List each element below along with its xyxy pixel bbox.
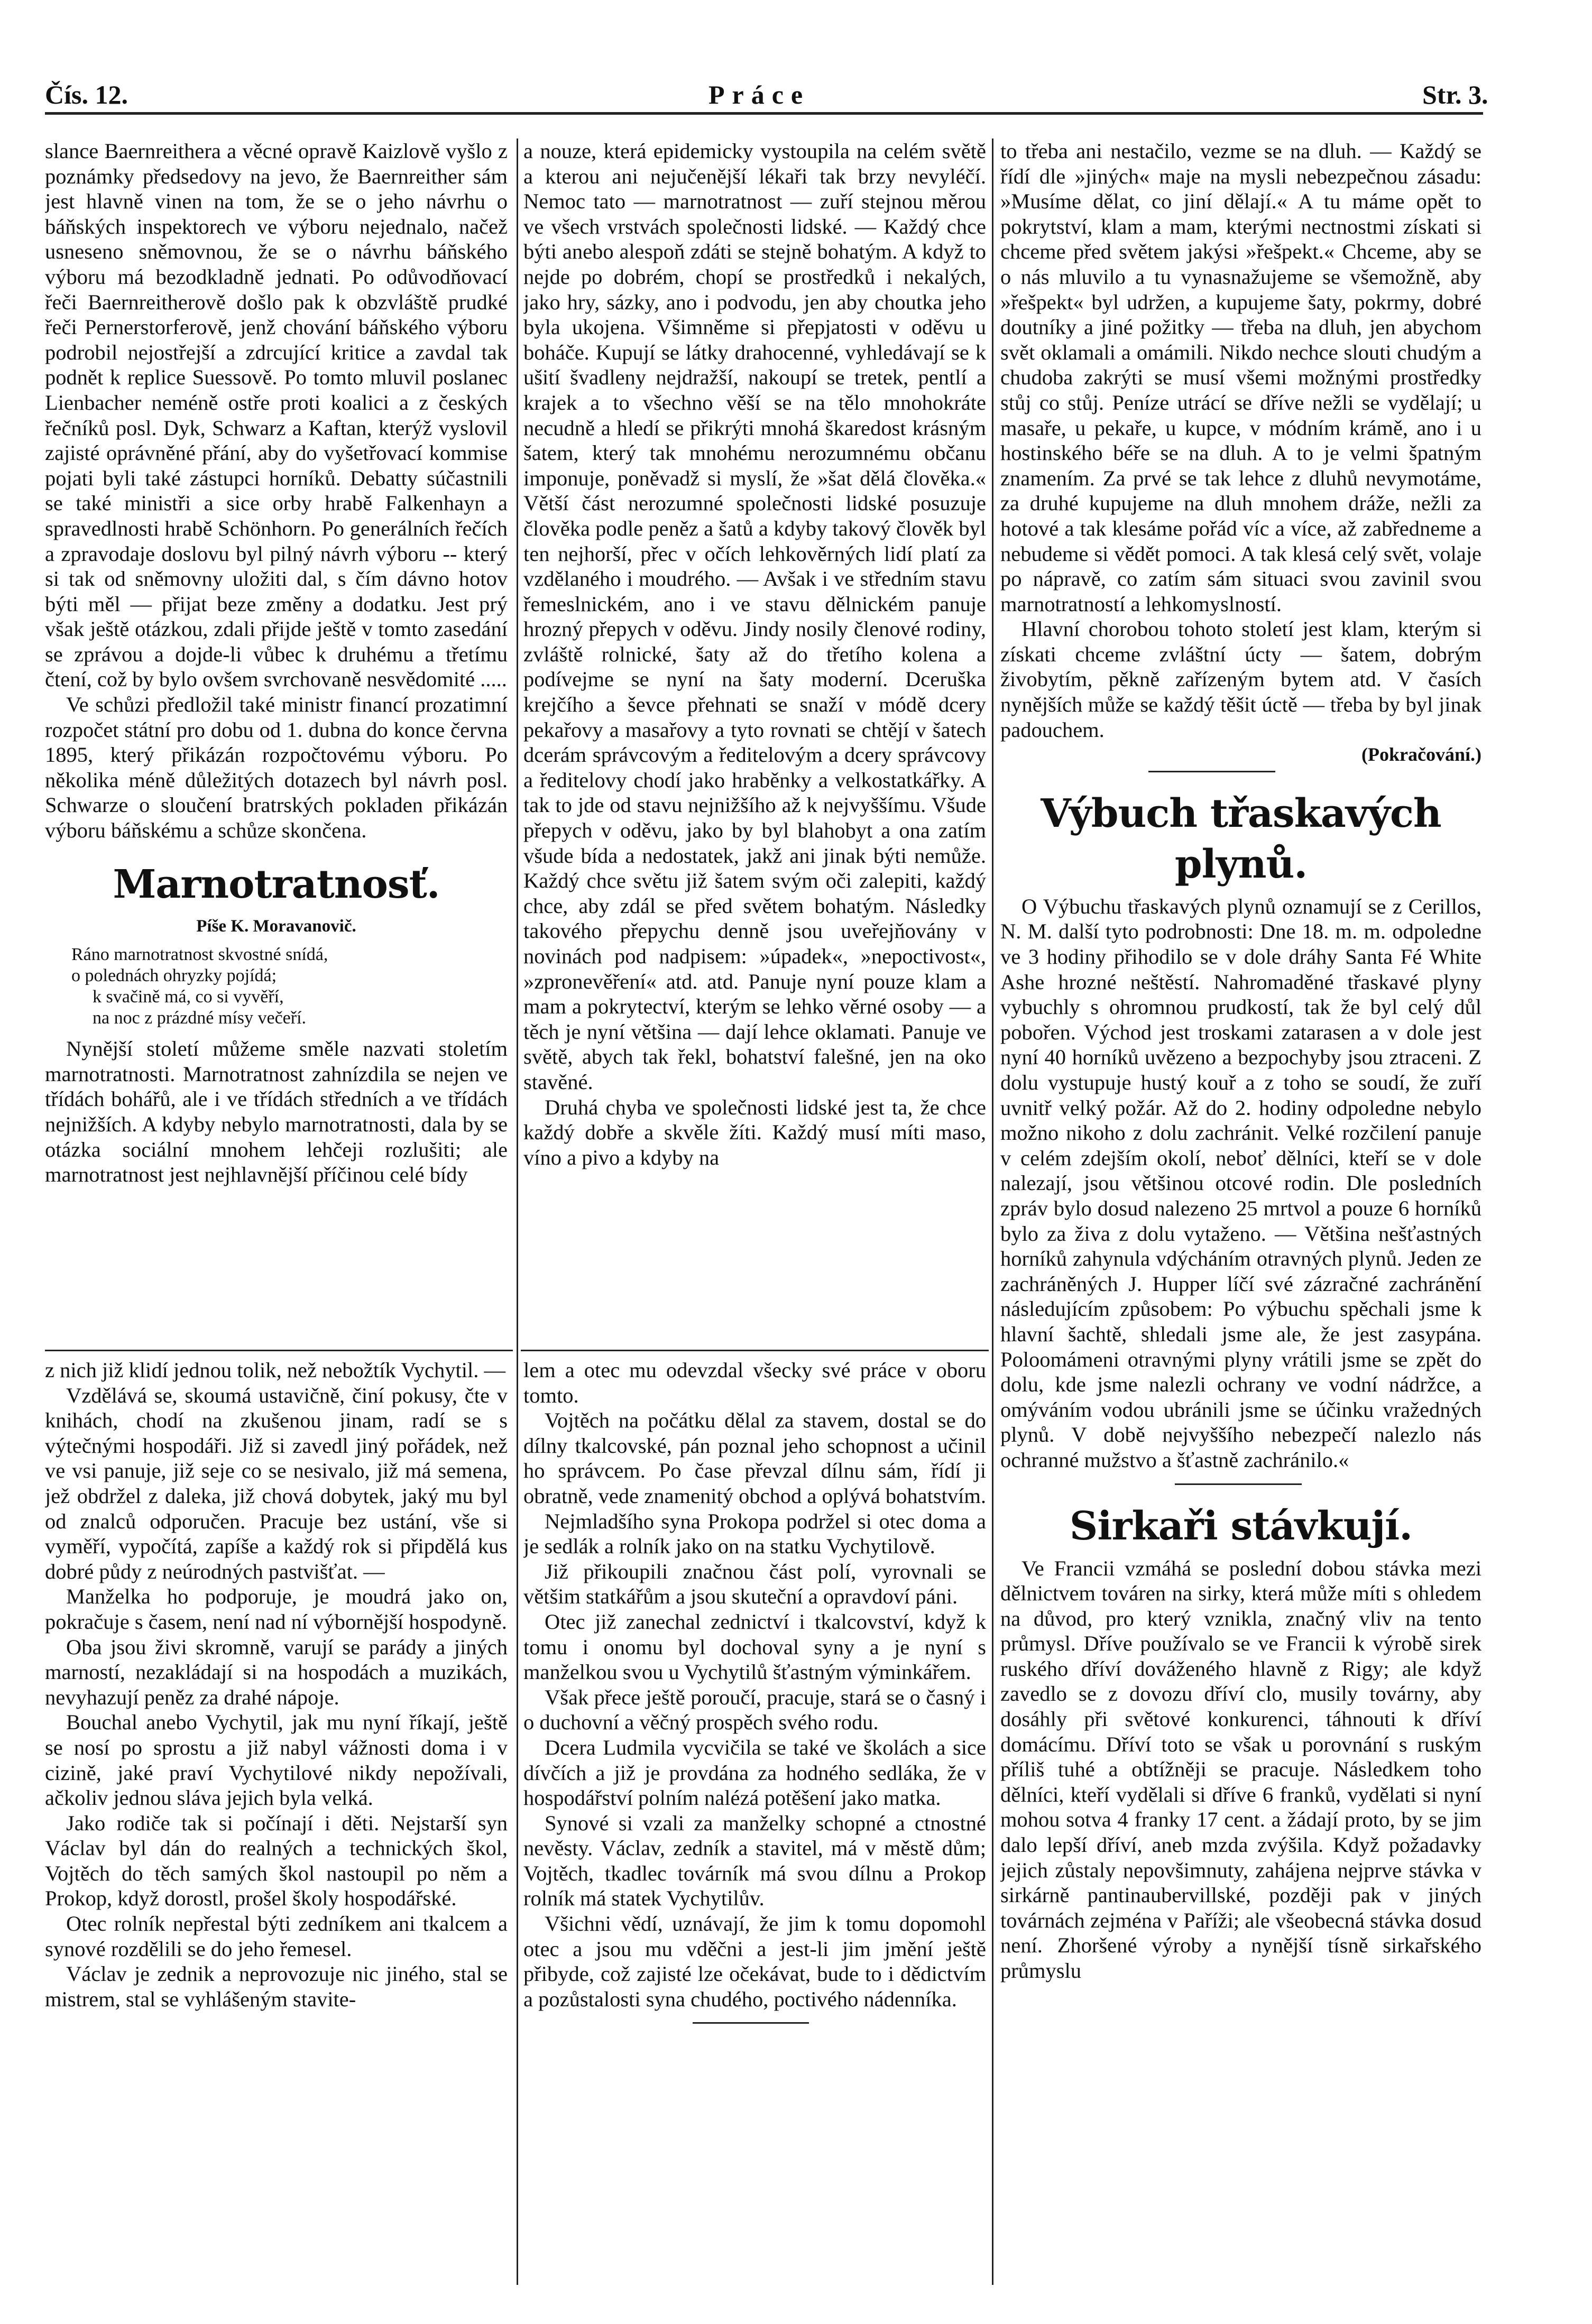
poem-line: o polednách ohryzky pojídá; bbox=[71, 966, 277, 986]
article-paragraph: a nouze, která epidemicky vystoupila na celém světě a kterou ani nejučenější lékaři tak brzy nevyléčí. Nemoc tato — marnotratnost — zuří stejnou měrou ve všech vrstvách společnosti lidské. — Každý chce býti anebo alespoň zdáti se stejně bohatým. A když to nejde po dobrém, chopí se prostředků i nekalých, jako hry, sázky, ano i podvodu, jen aby choutka jeho byla ukojena. Všimněme si přepjatosti v oděvu u boháče. Kupují se látky drahocenné, vyhledávají se k ušití švadleny nejdražší, nakoupí se tretek, pentlí a krajek a to všechno věší se na tělo mnohokráte necudně a hledí se přikrýti mnohá škaredost krásným šatem, který tak mnohému nerozumnému občanu imponuje, poněvadž si myslí, že »šat dělá člověka.« Větší část nerozumné společnosti lidské posuzuje člověka podle peněz a šatů a kdyby takový člověk byl ten nejhorší, přec v očích lehkověrných lidí platí za vzdělaného i moudrého. — Avšak i ve středním stavu řemeslnickém, ano i ve stavu dělnickém panuje hrozný přepych v oděvu. Jindy nosily členové rodiny, zvláště rolnické, šaty až do třetího kolena a podívejme se nyní na šaty moderní. Dceruška krejčího a ševce přehnati se snaží v módě dcery pekařovy a masařovy a tyto rovnati se chtějí v šatech dcerám správcovým a ředitelovým a dcery správcovy a ředitelovy chodí jako hraběnky a velkostatkářky. A tak to jde od stavu nejnižšího až k nejvyššímu. Všude přepych v oděvu, jako by byl blahobyt a ona zatím všude bída a nedostatek, jakž ani jinak býti nemůže. Každý chce světu již šatem svým oči zalepiti, každý chce, aby zdál se před světem bohatým. Následky takového přepychu denně jsou uveřejňovány v novinách pod nadpisem: »úpadek«, »nepoctivost«, »zpronevěření« atd. atd. Panuje nyní pouze klam a mam a pokrytectví, kterým se lehko věrné osoby — a těch je nyní většina — dají lehce oklamati. Panuje ve světě, abych tak řekl, bohatství falešné, jen na oko stavěné. bbox=[523, 139, 986, 1094]
article-paragraph: slance Baernreithera a věcné opravě Kaizlově vyšlo z poznámky předsedovy na jevo, že Baernreither sám jest hlavně vinen na tom, že se o jeho návrhu o báňských inspektorech ve výboru nejednalo, načež usneseno sněmovnou, že se o návrhu báňského výboru má bezodkladně jednati. Po odůvodňovací řeči Baernreitherově došlo pak k obzvláště prudké řeči Pernerstorferově, jenž chování báňského výboru podrobil nejostřejší a zdrcující kritice a zavdal tak podnět k replice Suessově. Po tomto mluvil poslanec Lienbacher neméně ostře proti koalici a z českých řečníků posl. Dyk, Schwarz a Kaftan, kterýž vyslovil zajisté oprávněné přání, aby do vyšetřovací kommise pojati byli také zástupci horníků. Debatty súčastnili se také ministři a sice orby hrabě Falkenhayn a spravedlnosti hrabě Schönhorn. Po generálních řečích a zpravodaje doslovu byl pilný návrh výboru -- který si tak od sněmovny uložiti dal, s čím dávno hotov býti měl — přijat beze změny a dodatku. Jest prý však ještě otázkou, zdali přijde ještě v tomto zasedání se zprávou a dojde-li vůbec k druhému a třetímu čtení, což by bylo ovšem svrchovaně nesvědomité ..... bbox=[45, 139, 508, 691]
story-paragraph: Již přikoupili značnou část polí, vyrovnali se většim statkářům a jsou skuteční a opravdoví páni. bbox=[523, 1559, 986, 1609]
article-paragraph: Ve schůzi předložil také ministr financí prozatimní rozpočet státní pro dobu od 1. dubna do konce června 1895, který přikázán rozpočtovému výboru. Po několika méně důležitých dotazech byl návrh posl. Schwarze o sloučení bratrských pokladen přikázán výboru báňskému a schůze skončena. bbox=[45, 693, 508, 843]
story-paragraph: z nich již klidí jednou tolik, než nebožtík Vychytil. — bbox=[45, 1358, 505, 1382]
story-paragraph: lem a otec mu odevzdal všecky své práce v oboru tomto. bbox=[523, 1358, 986, 1407]
article-title-vybuch: Výbuch třaskavých plynů. bbox=[1041, 790, 1441, 887]
story-paragraph: Bouchal anebo Vychytil, jak mu nyní říkají, ještě se nosí po sprostu a již nabyl vážnosti doma i v cizině, jaké praví Vychytilové nikdy nepožívali, ačkoliv jednou sláva jejich byla velká. bbox=[45, 1710, 508, 1810]
story-paragraph: Však přece ještě poroučí, pracuje, stará se o časný i o duchovní a věčný prospěch svého rodu. bbox=[523, 1685, 986, 1735]
column-rule bbox=[517, 139, 518, 2285]
story-paragraph: Vojtěch na počátku dělal za stavem, dostal se do dílny tkalcovské, pán poznal jeho schopnost a učinil ho správcem. Po čase převzal dílnu sám, řídí ji obratně, vede znamenitý obchod a oplývá bohatstvím. bbox=[523, 1408, 986, 1508]
article-paragraph: Nynější století můžeme směle nazvati stoletím marnotratnosti. Marnotratnost zahnízdila se nejen ve třídách bohářů, ale i ve třídách středních a ve třídách nejnižších. A kdyby nebylo marnotratnosti, dala by se otázka sociální mnohem lehčeji rozlušiti; ale marnotratnost jest nejhlavnější příčinou celé bídy bbox=[45, 1037, 508, 1187]
story-paragraph: Jako rodiče tak si počínají i děti. Nejstarší syn Václav byl dán do realných a technických škol, Vojtěch do těch samých škol nastoupil po něm a Prokop, když dorostl, prošel školy hospodářské. bbox=[45, 1811, 508, 1911]
continuation-note: (Pokračování.) bbox=[1361, 744, 1481, 766]
article-paragraph: Hlavní chorobou tohoto století jest klam, kterým si získati chceme zvláštní úcty — šatem, dobrým živobytím, pěkně zařízeným bytem atd. V časích nynějších může se každý těšit úctě — třeba by byl jinak padouchem. bbox=[1000, 617, 1481, 742]
story-paragraph: Synové si vzali za manželky schopné a ctnostné nevěsty. Václav, zedník a stavitel, má v městě dům; Vojtěch, tkadlec továrník má svou dílnu a Prokop rolník má statek Vychytilův. bbox=[523, 1811, 986, 1911]
article-title-marnotratnost: Marnotratnosť. bbox=[113, 861, 440, 907]
story-paragraph: Otec rolník nepřestal býti zedníkem ani tkalcem a synové rozdělili se do jeho řemesel. bbox=[45, 1912, 508, 1961]
column-1-lower bbox=[45, 1358, 508, 2285]
article-title-sirkari: Sirkaři stávkují. bbox=[1069, 1503, 1413, 1549]
column-2-lower bbox=[523, 1358, 986, 2285]
story-paragraph: Vzdělává se, skoumá ustavičně, činí pokusy, čte v knihách, chodí na zkušenou jinam, radí se s výtečnými hospodáři. Již si zavedl jiný pořádek, než ve vsi panuje, již seje co se nesivalo, již má semena, jež obdržel z daleka, již chová dobytek, jaký mu byl od znalců odporučen. Pracuje bez ustání, vše si vyměří, vypočítá, zapíše a každý rok si připdělá kus dobré půdy z neúrodných pastvišťat. — bbox=[45, 1383, 508, 1583]
story-paragraph: Otec již zanechal zednictví i tkalcovství, když k tomu i onomu byl dochoval syny a je nyní s manželkou svou u Vychytilů šťastným výminkářem. bbox=[523, 1609, 986, 1684]
poem-line: Ráno marnotratnost skvostné snídá, bbox=[71, 945, 328, 965]
section-rule bbox=[521, 1350, 989, 1351]
story-paragraph: Václav je zednik a neprovozuje nic jiného, stal se mistrem, stal se vyhlášeným stavite- bbox=[45, 1962, 508, 2011]
column-rule bbox=[992, 139, 993, 2285]
story-paragraph: Oba jsou živi skromně, varují se parády a jiných marností, nezakládají si na hospodách a muzikách, nevyhazují peněz za drahé nápoje. bbox=[45, 1635, 508, 1709]
column-3 bbox=[1000, 139, 1481, 2285]
column-2 bbox=[523, 139, 986, 1343]
poem-line: na noc z prázdné mísy večeří. bbox=[93, 1008, 307, 1028]
story-end-rule bbox=[693, 2022, 809, 2024]
section-rule bbox=[45, 1350, 513, 1351]
author-byline: Píše K. Moravanovič. bbox=[196, 916, 356, 936]
story-paragraph: Manželka ho podporuje, je moudrá jako on, pokračuje s časem, není nad ní výbornější hospodyně. bbox=[45, 1584, 508, 1634]
issue-number: Čís. 12. bbox=[45, 80, 128, 109]
article-divider bbox=[1148, 771, 1275, 772]
column-1 bbox=[45, 139, 508, 1343]
article-paragraph: to třeba ani nestačilo, vezme se na dluh. — Každý se řídí dle »jiných« maje na mysli nebezpečnou zásadu: »Musíme dělat, co jiní dělají.« A tu máme opět to pokrytství, klam a mam, kterými nectnostmi získati si chceme před světem jakýsi »řešpekt.« Chceme, aby se o nás mluvilo a tu vynasnažujeme se všemožně, aby »řešpekt« byl udržen, a kupujeme šaty, pokrmy, dobré doutníky a jiné požitky — třeba na dluh, jen abychom svět oklamali a omámili. Nikdo nechce slouti chudým a chudoba zakrýti se musí všemi možnými prostředky stůj co stůj. Peníze utrácí se dříve nežli se vydělají; u masaře, u pekaře, u kupce, v módním krámě, ano i u hostinského béře se na dluh. A to je velmi špatným znamením. Za prvé se tak lehce z dluhů nevymotáme, za druhé kupujeme na dluh mnohem dráže, nežli za hotové a tak klesáme pořád víc a více, až zabředneme a nebudeme si vědět pomoci. A tak klesá celý svět, volaje po nápravě, co zatím sám situaci svou zavinil svou marnotratností a lehkomyslností. bbox=[1000, 139, 1481, 616]
story-paragraph: Nejmladšího syna Prokopa podržel si otec doma a je sedlák a rolník jako on na statku Vychytilově. bbox=[523, 1509, 986, 1558]
masthead-title: Práce bbox=[708, 80, 811, 109]
page-number: Str. 3. bbox=[1422, 80, 1488, 109]
article-paragraph: Ve Francii vzmáhá se poslední dobou stávka mezi dělnictvem továren na sirky, která může míti s ohledem na důvod, pro který vznikla, značný vliv na tento průmysl. Dříve používalo se ve Francii k výrobě sirek ruského dříví dováženého hlavně z Rigy; ale když zavedlo se z dovozu dříví clo, musily továrny, aby dosáhly při světové konkurenci, táhnouti k dříví domácímu. Dříví toto se však u porovnání s ruským příliš tuhé a obtížněji se pracuje. Následkem toho dělníci, kteří vydělali si dříve 6 franků, vydělati si nyní mohou sotva 4 franky 17 cent. a žádají proto, by se jim dalo lepší dříví, aneb mzda zvýšila. Když požadavky jejich zůstaly nepovšimnuty, zahájena nejprve stávka v sirkárně pantinaubervillské, později pak v jiných továrnách zejména v Paříži; ale všeobecná stávka dosud není. Zhoršené výroby a nynější tísně sirkařského průmyslu bbox=[1000, 1556, 1481, 1982]
story-paragraph: Všichni vědí, uznávají, že jim k tomu dopomohl otec a jsou mu vděčni a jest-li jim jmění ještě přibyde, což zajisté lze očekávat, bude to i dědictvím a pozůstalosti syna chudého, poctivého nádenníka. bbox=[523, 1912, 986, 2011]
header-rule bbox=[45, 112, 1483, 115]
article-paragraph: O Výbuchu třaskavých plynů oznamují se z Cerillos, N. M. další tyto podrobnosti: Dne 18. m. m. odpoledne ve 3 hodiny přihodilo se v dole dráhy Santa Fé White Ashe hrozné neštěstí. Nahromaděné třaskavé plyny vybuchly s ohromnou prudkostí, tak že byl celý důl pobořen. Východ jest troskami zatarasen a v dole jest nyní 40 horníků uvězeno a bezpochyby jsou ztraceni. Z dolu vystupuje hustý kouř a z toho se soudí, že zuří uvnitř velký požár. Až do 2. hodiny odpoledne nebylo možno nikoho z dolu zachránit. Velké rozčilení panuje v celém zdejším okolí, neboť dělníci, kteří se v dole nalezají, jsou většinou otcové rodin. Dle posledních zpráv bylo dosud nalezeno 25 mrtvol a pouze 6 horníků bylo za živa z dolu vytaženo. — Většina nešťastných horníků zahynula vdýcháním otravných plynů. Jeden ze zachráněných J. Hupper líčí své zázračné zachránění následujícím způsobem: Po výbuchu spěchali jsme k hlavní šachtě, shledali jsme ale, že jest zasypána. Poloomámeni otravnými plyny vrátili jsme se zpět do dolu, kde jsme nalezli ochrany ve vodní nádržce, a omýváním vodou ubránili jsme se účinku vražedných plynů. V době nejvyššího nebezpečí nalezlo nás ochranné mužstvo a šťastně zachránilo.« bbox=[1000, 894, 1481, 1472]
article-paragraph: Druhá chyba ve společnosti lidské jest ta, že chce každý dobře a skvěle žíti. Každý musí míti maso, víno a pivo a kdyby na bbox=[523, 1095, 986, 1169]
epigraph-poem bbox=[45, 944, 508, 1029]
poem-line: k svačině má, co si vyvěří, bbox=[93, 987, 284, 1007]
article-divider bbox=[1175, 1483, 1302, 1485]
story-paragraph: Dcera Ludmila vycvičila se také ve školách a sice dívčích a již je provdána za hodného sedláka, že v hospodářství polním nalézá potěšení jako matka. bbox=[523, 1735, 986, 1810]
